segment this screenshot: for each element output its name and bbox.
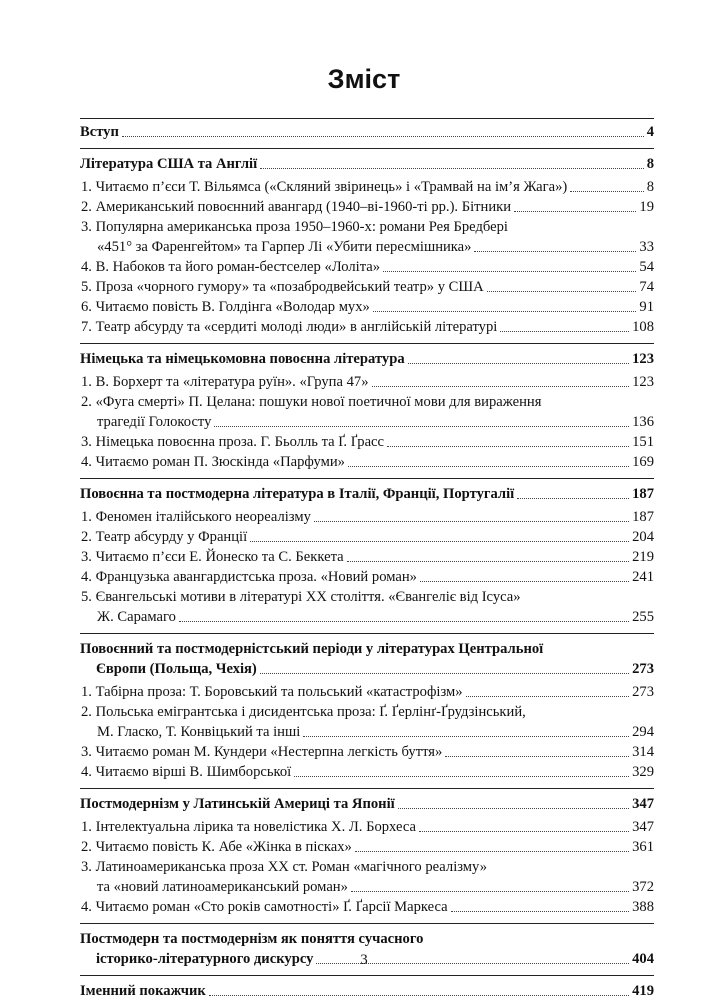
page-number: 3	[360, 952, 368, 968]
toc-entry-page: 4	[646, 124, 654, 140]
dot-leader	[355, 851, 629, 852]
toc-entry-page: 33	[639, 239, 654, 255]
toc-entry-page: 273	[632, 661, 654, 677]
toc-entry-page: 19	[639, 199, 654, 215]
toc-entry-title: Література США та Англії	[80, 156, 258, 172]
dot-leader	[487, 291, 637, 292]
toc-entry-page: 123	[632, 374, 654, 390]
toc-entry-title: 4. Читаємо роман П. Зюскінда «Парфуми»	[81, 454, 345, 470]
dot-leader	[250, 541, 629, 542]
toc-entry-page: 108	[632, 319, 654, 335]
toc-entry-row	[81, 177, 654, 197]
toc-entry-line: 2. Польська емігрантська і дисидентська проза: Ґ. Ґерлінґ-Ґрудзінський,	[81, 704, 526, 720]
toc-entry-page: 54	[639, 259, 654, 275]
toc-entry-page: 91	[639, 299, 654, 315]
toc-entry-page: 219	[632, 549, 654, 565]
dot-leader	[466, 696, 630, 697]
toc-entry-row	[80, 981, 654, 1001]
toc-entry-page: 74	[639, 279, 654, 295]
toc-entry-title: 4. Читаємо роман «Сто років самотності» Ґ. Ґарсії Маркеса	[81, 899, 448, 915]
toc-entry-title: 2. Читаємо повість К. Абе «Жінка в пісках»	[81, 839, 352, 855]
toc-entry-row	[81, 722, 654, 742]
section-heading	[80, 981, 654, 1001]
toc-entry-title: трагедії Голокосту	[97, 414, 212, 430]
toc-section	[80, 478, 654, 627]
toc-entry	[80, 857, 654, 897]
dot-leader	[451, 911, 629, 912]
toc-entry-page: 187	[632, 509, 654, 525]
toc-entry-title: Ж. Сарамаго	[97, 609, 176, 625]
toc-entry-title: 1. Феномен італійського неореалізму	[81, 509, 311, 525]
dot-leader	[179, 621, 629, 622]
toc-entry-row	[81, 197, 654, 217]
dot-leader	[500, 331, 629, 332]
toc-entry-line: Повоєнний та постмодерністський періоди у літературах Центральної	[80, 641, 544, 657]
toc-entry-title: та «новий латиноамериканський роман»	[97, 879, 348, 895]
toc-entry-row	[81, 507, 654, 527]
toc-section	[80, 148, 654, 337]
dot-leader	[303, 736, 629, 737]
toc-section	[80, 633, 654, 782]
toc-entry-row	[81, 372, 654, 392]
toc-entry-row	[80, 349, 654, 369]
section-heading	[80, 154, 654, 174]
toc-entry-title: 5. Проза «чорного гумору» та «позабродвейський театр» у США	[81, 279, 484, 295]
toc-entry-page: 314	[632, 744, 654, 760]
section-heading	[80, 122, 654, 142]
toc-entry-page: 372	[632, 879, 654, 895]
toc-entry-line: 2. «Фуга смерті» П. Целана: пошуки нової поетичної мови для вираження	[81, 394, 542, 410]
dot-leader	[294, 776, 629, 777]
toc-entry-title: 1. Читаємо п’єси Т. Вільямса («Скляний звіринець» і «Трамвай на ім’я Жага»)	[81, 179, 568, 195]
page-title: Зміст	[327, 64, 401, 94]
toc-entry	[80, 217, 654, 257]
toc-entry-page: 273	[632, 684, 654, 700]
toc-entry-title: «451° за Фаренгейтом» та Гарпер Лі «Убити пересмішника»	[97, 239, 472, 255]
toc-entry	[80, 432, 654, 452]
toc-entry-title: 3. Читаємо роман М. Кундери «Нестерпна легкість буття»	[81, 744, 443, 760]
section-heading	[80, 794, 654, 814]
dot-leader	[314, 521, 629, 522]
toc-entry-line: 5. Євангельські мотиви в літературі ХХ століття. «Євангеліє від Ісуса»	[81, 589, 521, 605]
toc-entry-row	[81, 742, 654, 762]
dot-leader	[517, 498, 629, 499]
toc-entry-line: 3. Популярна американська проза 1950–1960-х: романи Рея Бредбері	[81, 219, 508, 235]
dot-leader	[373, 311, 637, 312]
toc-entry	[80, 392, 654, 432]
toc-entry-page: 361	[632, 839, 654, 855]
toc-entry-row	[81, 452, 654, 472]
toc-entry-page: 347	[632, 796, 654, 812]
toc-entry	[80, 547, 654, 567]
toc-entry	[80, 507, 654, 527]
toc-entry-title: 3. Німецька повоєнна проза. Г. Бьолль та Ґ. Ґрасс	[81, 434, 385, 450]
dot-leader	[351, 891, 629, 892]
toc-entry-page: 136	[632, 414, 654, 430]
toc-entry-title: 6. Читаємо повість В. Голдінга «Володар мух»	[81, 299, 370, 315]
dot-leader	[408, 363, 629, 364]
toc-entry-row	[81, 297, 654, 317]
toc-entry	[80, 587, 654, 627]
toc-entry-row	[81, 237, 654, 257]
toc-entry-title: Повоєнна та постмодерна література в Італії, Франції, Португалії	[80, 486, 515, 502]
toc-entry	[80, 567, 654, 587]
toc-entry-row	[81, 682, 654, 702]
toc-entry-row	[80, 794, 654, 814]
section-heading	[80, 349, 654, 369]
toc-entry	[80, 702, 654, 742]
toc-entry-page: 419	[632, 983, 654, 999]
toc-entry-row	[81, 897, 654, 917]
toc-entry-page: 123	[632, 351, 654, 367]
toc-entry-row	[81, 817, 654, 837]
toc-entry-row	[81, 547, 654, 567]
toc-entry-row	[81, 317, 654, 337]
dot-leader	[420, 581, 629, 582]
toc-entry-row	[81, 607, 654, 627]
dot-leader	[209, 995, 629, 996]
toc-entry-title: 2. Театр абсурду у Франції	[81, 529, 248, 545]
toc-entry	[80, 897, 654, 917]
toc-entry-line: 3. Латиноамериканська проза ХХ ст. Роман «магічного реалізму»	[81, 859, 487, 875]
dot-leader	[419, 831, 629, 832]
dot-leader	[348, 466, 629, 467]
toc-section	[80, 788, 654, 917]
toc-entry	[80, 682, 654, 702]
toc-entry-page: 204	[632, 529, 654, 545]
toc-entry	[80, 762, 654, 782]
toc-entry-row	[80, 122, 654, 142]
toc-entry	[80, 372, 654, 392]
toc-entry-row	[81, 837, 654, 857]
toc-entry-title: 3. Читаємо п’єси Е. Йонеско та С. Беккета	[81, 549, 344, 565]
dot-leader	[260, 673, 629, 674]
toc-entry-row	[81, 257, 654, 277]
toc-entry-page: 241	[632, 569, 654, 585]
toc-entry	[80, 527, 654, 547]
toc-entry	[80, 297, 654, 317]
toc-entry-row	[81, 567, 654, 587]
toc-section	[80, 118, 654, 142]
toc-entry	[80, 837, 654, 857]
toc-entry-page: 187	[632, 486, 654, 502]
toc-entry	[80, 452, 654, 472]
dot-leader	[398, 808, 629, 809]
toc-entry-row	[81, 877, 654, 897]
dot-leader	[570, 191, 643, 192]
toc-entry-row	[81, 412, 654, 432]
dot-leader	[514, 211, 636, 212]
toc-entry-row	[81, 762, 654, 782]
toc-section	[80, 343, 654, 472]
toc-entry	[80, 257, 654, 277]
toc-entry-title: Європи (Польща, Чехія)	[96, 661, 257, 677]
toc-entry-page: 255	[632, 609, 654, 625]
toc-entry-page: 151	[632, 434, 654, 450]
toc-entry-title: 4. Читаємо вірші В. Шимборської	[81, 764, 292, 780]
toc-entry-page: 8	[646, 156, 654, 172]
toc-entry-title: 1. Табірна проза: Т. Боровський та польський «катастрофізм»	[81, 684, 463, 700]
dot-leader	[260, 168, 644, 169]
toc-entry-page: 404	[632, 951, 654, 967]
toc-entry	[80, 277, 654, 297]
toc-entry	[80, 177, 654, 197]
section-heading	[80, 639, 654, 679]
toc-entry-title: 2. Американський повоєнний авангард (1940–ві-1960-ті рр.). Бітники	[81, 199, 512, 215]
toc-entry-page: 329	[632, 764, 654, 780]
toc-entry-title: 7. Театр абсурду та «сердиті молоді люди» в англійській літературі	[81, 319, 498, 335]
toc-entry-row	[80, 154, 654, 174]
toc-entry-page: 347	[632, 819, 654, 835]
dot-leader	[383, 271, 636, 272]
dot-leader	[474, 251, 636, 252]
toc-entry-title: історико-літературного дискурсу	[96, 951, 314, 967]
toc-entry	[80, 317, 654, 337]
toc-entry-page: 169	[632, 454, 654, 470]
dot-leader	[387, 446, 629, 447]
toc-entry-title: 4. Французька авангардистська проза. «Новий роман»	[81, 569, 417, 585]
toc-entry-row	[81, 277, 654, 297]
toc-entry-title: 1. В. Борхерт та «література руїн». «Група 47»	[81, 374, 369, 390]
toc-entry-title: Вступ	[80, 124, 119, 140]
toc-entry-row	[80, 484, 654, 504]
toc-entry-page: 8	[646, 179, 654, 195]
toc-entry-title: Постмодернізм у Латинській Америці та Японії	[80, 796, 395, 812]
toc-entry-line: Постмодерн та постмодернізм як поняття сучасного	[80, 931, 424, 947]
toc-entry-title: М. Гласко, Т. Конвіцький та інші	[97, 724, 301, 740]
dot-leader	[214, 426, 629, 427]
toc-entry-page: 388	[632, 899, 654, 915]
dot-leader	[372, 386, 630, 387]
section-heading	[80, 484, 654, 504]
dot-leader	[445, 756, 629, 757]
toc-entry-row	[81, 527, 654, 547]
dot-leader	[122, 136, 644, 137]
toc-entry-row	[80, 659, 654, 679]
dot-leader	[347, 561, 630, 562]
toc-entry	[80, 197, 654, 217]
toc-entry-title: 1. Інтелектуальна лірика та новелістика Х. Л. Борхеса	[81, 819, 416, 835]
table-of-contents	[80, 118, 654, 1004]
toc-section	[80, 975, 654, 1001]
toc-entry-page: 294	[632, 724, 654, 740]
toc-entry-title: 4. В. Набоков та його роман-бестселер «Лоліта»	[81, 259, 381, 275]
toc-entry	[80, 817, 654, 837]
toc-entry-title: Німецька та німецькомовна повоєнна література	[80, 351, 405, 367]
toc-entry-title: Іменний покажчик	[80, 983, 206, 999]
toc-entry-row	[81, 432, 654, 452]
toc-entry	[80, 742, 654, 762]
